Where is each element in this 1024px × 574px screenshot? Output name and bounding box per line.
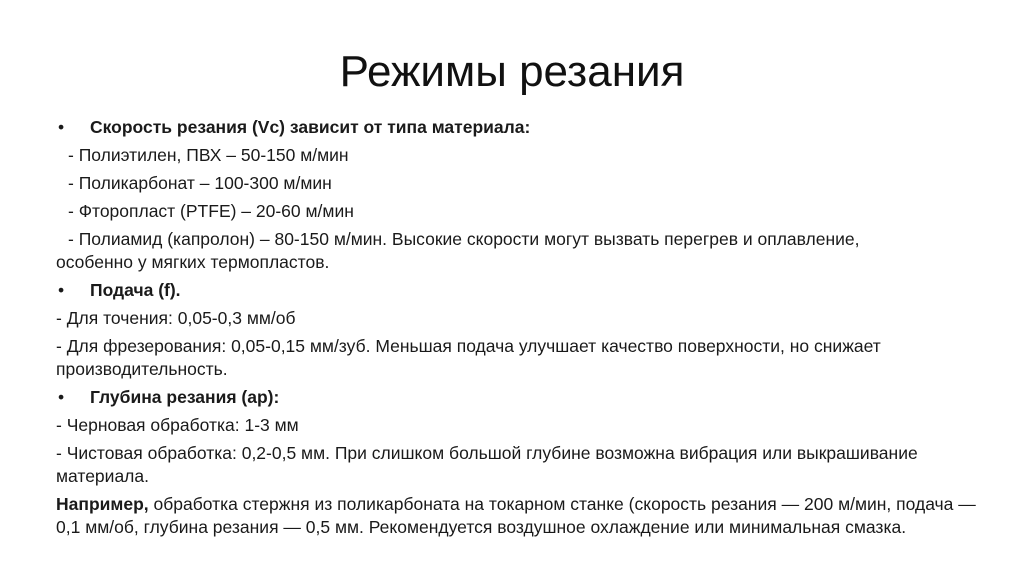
bullet-dot: •: [58, 117, 65, 137]
bullet-feed: [56, 279, 976, 302]
feed-heading: Подача (f).: [90, 280, 181, 300]
depth-item: - Черновая обработка: 1-3 мм: [56, 415, 299, 435]
slide-content: [56, 116, 976, 544]
slide-title: Режимы резания: [339, 47, 685, 96]
bullet-speed: [56, 116, 976, 139]
speed-item: - Фторопласт (PTFE) – 20-60 м/мин: [68, 201, 354, 221]
depth-item: - Чистовая обработка: 0,2-0,5 мм. При слишком большой глубине возможна вибрация или выкрашивание материала.: [56, 443, 918, 486]
example-label: Например,: [56, 494, 149, 514]
speed-item: - Поликарбонат – 100-300 м/мин: [68, 173, 332, 193]
example-text: обработка стержня из поликарбоната на токарном станке (скорость резания — 200 м/мин, подача — 0,1 мм/об, глубина резания — 0,5 мм. Рекомендуется воздушное охлаждение или минимальная смазка.: [56, 494, 976, 537]
example-paragraph: [56, 493, 976, 539]
speed-item-continuation: особенно у мягких термопластов.: [56, 252, 330, 272]
speed-heading: Скорость резания (Vc) зависит от типа материала:: [90, 117, 531, 137]
depth-heading: Глубина резания (ap):: [90, 387, 280, 407]
speed-item: - Полиамид (капролон) – 80-150 м/мин. Высокие скорости могут вызвать перегрев и оплавление,: [68, 229, 860, 249]
bullet-dot: •: [58, 280, 65, 300]
bullet-dot: •: [58, 387, 65, 407]
speed-item: - Полиэтилен, ПВХ – 50-150 м/мин: [68, 145, 349, 165]
feed-item: - Для фрезерования: 0,05-0,15 мм/зуб. Меньшая подача улучшает качество поверхности, но снижает производительность.: [56, 336, 881, 379]
bullet-depth: [56, 386, 976, 409]
feed-item: - Для точения: 0,05-0,3 мм/об: [56, 308, 296, 328]
